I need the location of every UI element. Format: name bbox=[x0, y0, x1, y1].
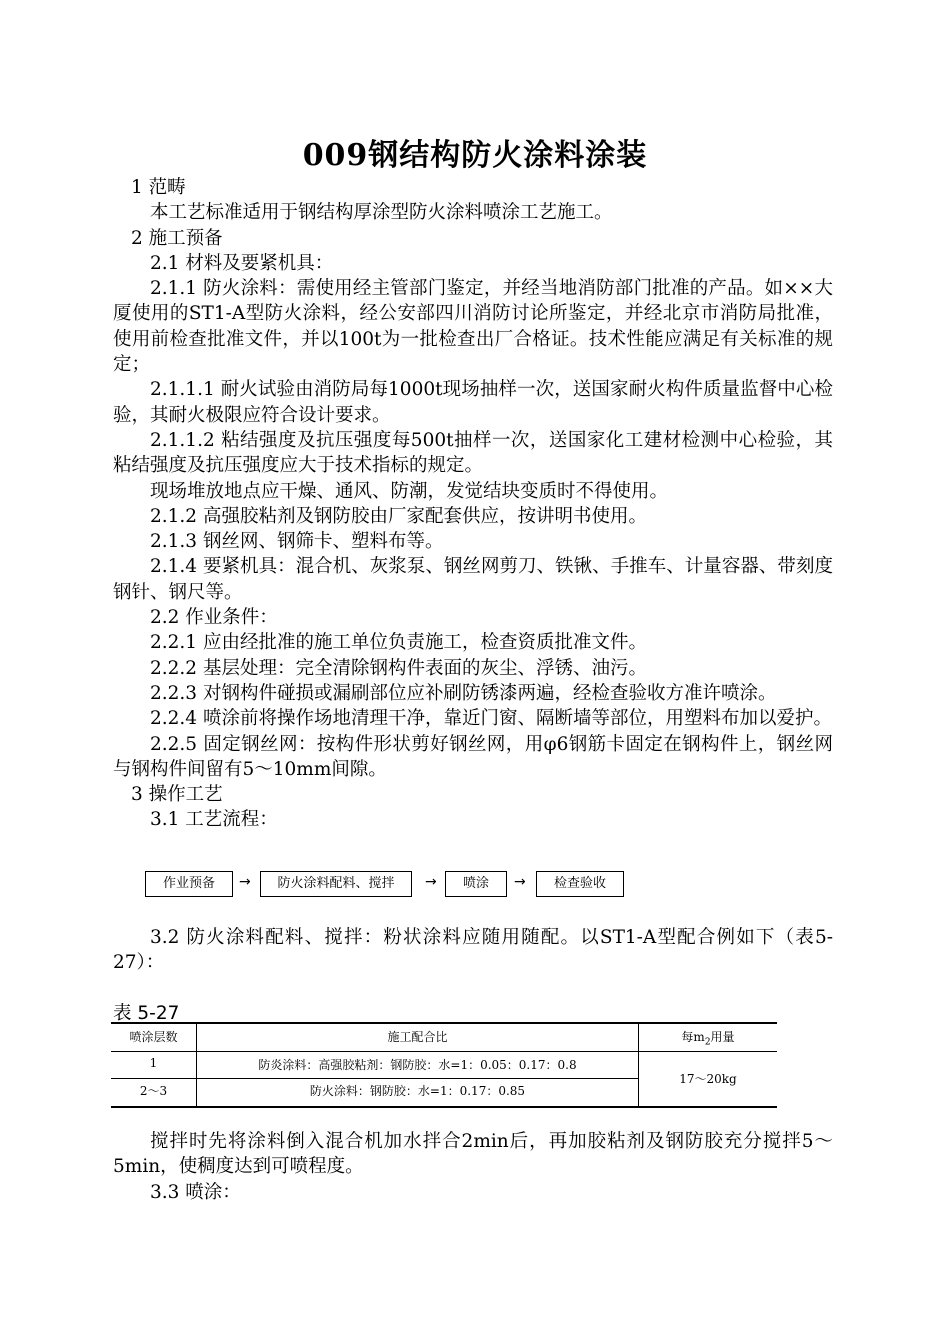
paragraph: 2.1.2 高强胶粘剂及钢防胶由厂家配套供应，按讲明书使用。 bbox=[150, 505, 647, 527]
paragraph: 2.1 材料及要紧机具： bbox=[150, 252, 334, 274]
mix-ratio-table bbox=[111, 1022, 777, 1108]
body-text bbox=[113, 1129, 833, 1205]
paragraph: 2.2.1 应由经批准的施工单位负责施工，检查资质批准文件。 bbox=[150, 632, 647, 654]
paragraph: 2.2 作业条件： bbox=[150, 607, 278, 629]
table-cell: 防火涂料：钢防胶：水=1：0.17：0.85 bbox=[309, 1084, 526, 1098]
table-cell: 防炎涂料：高强胶粘剂：钢防胶：水=1：0.05：0.17：0.8 bbox=[258, 1058, 577, 1072]
paragraph: 搅拌时先将涂料倒入混合机加水拌合2min后，再加胶粘剂及钢防胶充分搅拌5～5min，使稠度达到可喷程度。 bbox=[113, 1131, 833, 1178]
flow-step: 喷涂 bbox=[445, 871, 507, 897]
paragraph: 2.2.4 喷涂前将操作场地清理干净，靠近门窗、隔断墙等部位，用塑料布加以爱护。 bbox=[150, 708, 832, 730]
paragraph: 2.1.1.1 耐火试验由消防局每1000t现场抽样一次，送国家耐火构件质量监督中心检验，其耐火极限应符合设计要求。 bbox=[113, 379, 833, 426]
paragraph: 现场堆放地点应干燥、通风、防潮，发觉结块变质时不得使用。 bbox=[150, 480, 669, 502]
flow-step: 防火涂料配料、搅拌 bbox=[260, 871, 412, 897]
paragraph: 2.1.1.2 粘结强度及抗压强度每500t抽样一次，送国家化工建材检测中心检验，其粘结强度及抗压强度应大于技术指标的规定。 bbox=[113, 429, 833, 477]
table-cell: 2～3 bbox=[139, 1084, 168, 1098]
flow-step: 作业预备 bbox=[145, 871, 233, 897]
table-header: 施工配合比 bbox=[387, 1030, 448, 1044]
paragraph: 3.1 工艺流程： bbox=[150, 809, 278, 831]
table-cell: 1 bbox=[149, 1056, 158, 1070]
heading-scope: 1 范畴 bbox=[131, 177, 186, 198]
table-rule bbox=[111, 1078, 638, 1079]
paragraph: 2.1.4 要紧机具：混合机、灰浆泵、钢丝网剪刀、铁锹、手推车、计量容器、带刻度钢针、钢尺等。 bbox=[113, 556, 833, 603]
arrow-icon: → bbox=[514, 874, 526, 890]
paragraph: 本工艺标准适用于钢结构厚涂型防火涂料喷涂工艺施工。 bbox=[150, 202, 613, 224]
paragraph: 2.2.2 基层处理：完全清除钢构件表面的灰尘、浮锈、油污。 bbox=[150, 657, 647, 679]
heading-operation: 3 操作工艺 bbox=[131, 784, 223, 806]
table-rule bbox=[111, 1051, 777, 1052]
table-cell: 17～20kg bbox=[679, 1072, 737, 1086]
table-caption: 表 5-27 bbox=[113, 1003, 180, 1024]
paragraph: 2.2.5 固定钢丝网：按构件形状剪好钢丝网，用φ6钢筋卡固定在钢构件上，钢丝网与钢构件间留有5～10mm间隙。 bbox=[113, 733, 833, 780]
table-header: 每$m_2$用量 bbox=[681, 1030, 735, 1048]
heading-preparation: 2 施工预备 bbox=[131, 227, 223, 249]
body-text bbox=[113, 175, 833, 833]
body-text bbox=[113, 925, 833, 976]
arrow-icon: → bbox=[239, 874, 251, 890]
paragraph: 2.2.3 对钢构件碰损或漏刷部位应补刷防锈漆两遍，经检查验收方准许喷涂。 bbox=[150, 682, 777, 704]
arrow-icon: → bbox=[425, 874, 437, 890]
table-header: 喷涂层数 bbox=[129, 1030, 178, 1044]
document-title: 009钢结构防火涂料涂装 bbox=[302, 138, 648, 173]
paragraph: 3.3 喷涂： bbox=[150, 1181, 241, 1203]
flow-step: 检查验收 bbox=[536, 871, 624, 897]
paragraph: 2.1.3 钢丝网、钢筛卡、塑料布等。 bbox=[150, 531, 444, 553]
paragraph: 3.2 防火涂料配料、搅拌：粉状涂料应随用随配。以ST1-A型配合例如下（表5-27）： bbox=[113, 927, 833, 974]
paragraph: 2.1.1 防火涂料：需使用经主管部门鉴定，并经当地消防部门批准的产品。如××大厦使用的ST1-A型防火涂料，经公安部四川消防讨论所鉴定，并经北京市消防局批准，使用前检查批准文件，并以100t为一批检查出厂合格证。技术性能应满足有关标准的规定； bbox=[113, 278, 833, 376]
